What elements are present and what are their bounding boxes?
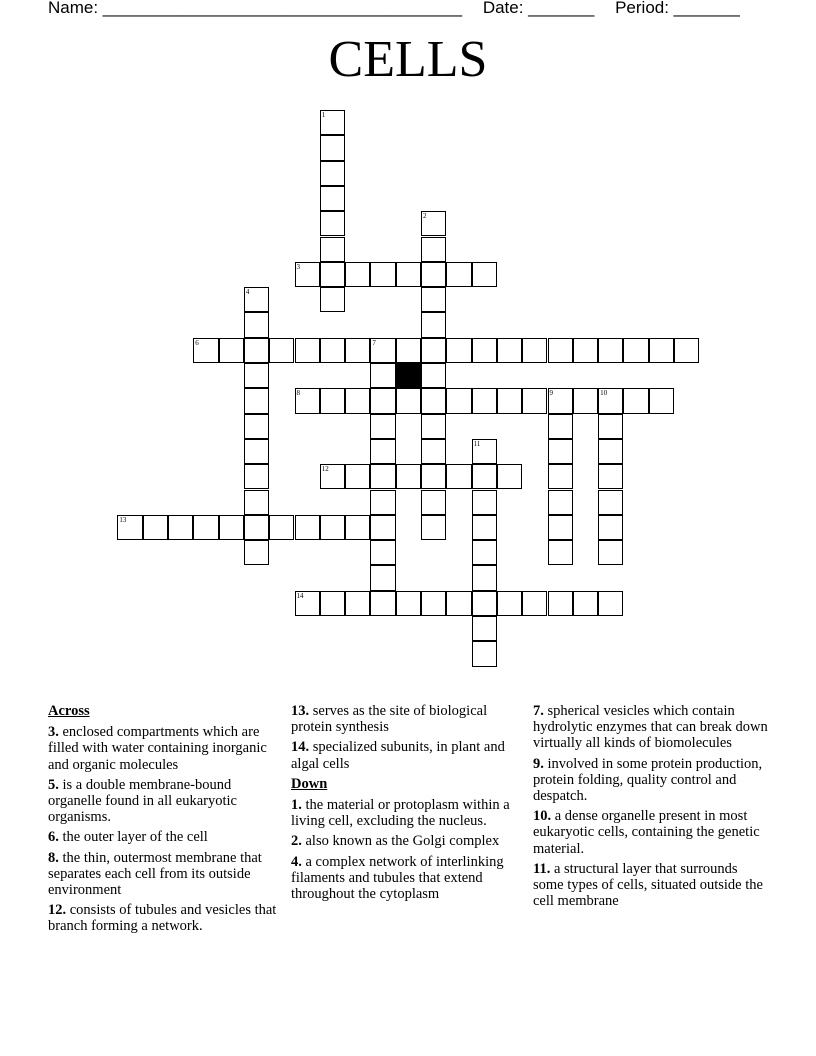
grid-cell[interactable] <box>598 515 623 540</box>
grid-cell[interactable] <box>320 135 345 160</box>
grid-cell[interactable] <box>598 388 623 413</box>
grid-cell[interactable] <box>421 237 446 262</box>
clue-number: 1. <box>291 797 302 814</box>
grid-cell[interactable] <box>598 490 623 515</box>
grid-cell[interactable] <box>548 540 573 565</box>
grid-cell[interactable] <box>649 338 674 363</box>
clues-column-3 <box>533 703 769 913</box>
grid-cell[interactable] <box>472 565 497 590</box>
grid-cell[interactable] <box>244 363 269 388</box>
date-field[interactable]: Date: _______ <box>482 0 595 17</box>
grid-cell[interactable] <box>446 388 471 413</box>
grid-cell[interactable] <box>244 388 269 413</box>
grid-cell[interactable] <box>396 464 421 489</box>
clue-number: 5. <box>48 776 59 793</box>
clue-number: 8. <box>48 849 59 866</box>
grid-cell[interactable] <box>193 515 218 540</box>
clue-across-8 <box>48 850 280 899</box>
grid-cell[interactable] <box>269 338 294 363</box>
grid-cell[interactable] <box>472 490 497 515</box>
grid-cell[interactable] <box>446 591 471 616</box>
clue-number: 13. <box>291 703 310 719</box>
grid-cell[interactable] <box>370 338 395 363</box>
grid-cell[interactable] <box>244 287 269 312</box>
grid-cell[interactable] <box>497 388 522 413</box>
puzzle-title: CELLS <box>328 31 488 88</box>
grid-cell[interactable] <box>143 515 168 540</box>
grid-cell[interactable] <box>548 414 573 439</box>
clue-text: involved in some protein production, protein folding, quality control and despatch. <box>533 755 763 805</box>
grid-cell[interactable] <box>244 515 269 540</box>
clue-number-label: 9 <box>549 389 553 398</box>
grid-cell[interactable] <box>193 338 218 363</box>
clue-number: 7. <box>533 703 544 719</box>
grid-cell[interactable] <box>548 388 573 413</box>
clue-number-label: 10 <box>600 389 608 398</box>
clue-down-11 <box>533 861 769 910</box>
clue-number-label: 1 <box>321 111 326 119</box>
grid-cell[interactable] <box>117 515 142 540</box>
period-field[interactable]: Period: _______ <box>615 0 740 17</box>
grid-cell[interactable] <box>269 515 294 540</box>
grid-cell[interactable] <box>168 515 193 540</box>
grid-cell[interactable] <box>649 388 674 413</box>
clue-text: specialized subunits, in plant and algal cells <box>291 739 505 772</box>
grid-cell[interactable] <box>421 439 446 464</box>
clue-text: the outer layer of the cell <box>58 829 208 846</box>
grid-cell[interactable] <box>548 439 573 464</box>
grid-cell[interactable] <box>598 338 623 363</box>
across-heading: Across <box>48 703 90 719</box>
clue-down-9 <box>533 756 769 805</box>
clue-text: enclosed compartments which are filled with water containing inorganic and organic molecules <box>48 724 267 773</box>
grid-cell[interactable] <box>370 565 395 590</box>
down-heading: Down <box>291 775 328 792</box>
grid-cell[interactable] <box>472 616 497 641</box>
grid-cell[interactable] <box>472 515 497 540</box>
grid-cell[interactable] <box>598 540 623 565</box>
grid-cell[interactable] <box>497 591 522 616</box>
grid-cell[interactable] <box>472 464 497 489</box>
grid-cell[interactable] <box>320 211 345 236</box>
grid-cell[interactable] <box>295 262 320 287</box>
grid-cell[interactable] <box>446 338 471 363</box>
clue-text: spherical vesicles which contain hydrolytic enzymes that can break down virtually all kinds of biomolecules <box>533 703 768 752</box>
grid-cell[interactable] <box>370 439 395 464</box>
name-field[interactable]: Name: ______________________________________ <box>48 0 463 17</box>
grid-cell[interactable] <box>295 388 320 413</box>
grid-cell[interactable] <box>472 641 497 666</box>
grid-cell[interactable] <box>472 338 497 363</box>
clue-number-label: 13 <box>119 515 127 524</box>
grid-cell[interactable] <box>598 591 623 616</box>
clue-text: the thin, outermost membrane that separates each cell from its outside environment <box>48 849 262 899</box>
grid-cell[interactable] <box>320 287 345 312</box>
grid-cell[interactable] <box>295 515 320 540</box>
grid-cell[interactable] <box>345 388 370 413</box>
clue-number-label: 2 <box>423 212 427 221</box>
grid-cell[interactable] <box>370 515 395 540</box>
grid-cell[interactable] <box>522 388 547 413</box>
grid-cell[interactable] <box>320 161 345 186</box>
grid-cell[interactable] <box>548 338 573 363</box>
clue-number: 12. <box>48 902 67 919</box>
grid-cell[interactable] <box>320 591 345 616</box>
grid-cell[interactable] <box>573 338 598 363</box>
grid-cell[interactable] <box>244 312 269 337</box>
grid-cell[interactable] <box>421 211 446 236</box>
grid-cell[interactable] <box>244 439 269 464</box>
clue-number: 9. <box>533 755 544 772</box>
grid-cell[interactable] <box>320 237 345 262</box>
grid-cell[interactable] <box>320 464 345 489</box>
grid-cell[interactable] <box>421 338 446 363</box>
grid-cell[interactable] <box>421 388 446 413</box>
grid-cell[interactable] <box>421 287 446 312</box>
grid-cell[interactable] <box>421 515 446 540</box>
clues-column-2 <box>291 703 523 906</box>
grid-cell[interactable] <box>320 388 345 413</box>
clue-number-label: 8 <box>296 389 300 398</box>
grid-cell[interactable] <box>345 591 370 616</box>
grid-cell[interactable] <box>370 388 395 413</box>
grid-cell[interactable] <box>421 312 446 337</box>
clue-number-label: 14 <box>296 591 304 600</box>
grid-cell[interactable] <box>345 464 370 489</box>
clue-number-label: 4 <box>245 288 250 297</box>
grid-cell[interactable] <box>472 591 497 616</box>
grid-cell[interactable] <box>370 363 395 388</box>
grid-cell[interactable] <box>370 540 395 565</box>
grid-cell[interactable] <box>244 464 269 489</box>
clue-text: serves as the site of biological protein synthesis <box>291 703 488 736</box>
grid-cell[interactable] <box>598 464 623 489</box>
clue-number: 2. <box>291 833 302 850</box>
grid-cell[interactable] <box>522 591 547 616</box>
grid-cell[interactable] <box>446 262 471 287</box>
grid-cell[interactable] <box>598 439 623 464</box>
clue-down-4 <box>291 854 523 903</box>
grid-cell[interactable] <box>623 388 648 413</box>
clue-across-14 <box>291 739 523 771</box>
grid-cell[interactable] <box>548 515 573 540</box>
grid-cell[interactable] <box>472 262 497 287</box>
grid-cell[interactable] <box>421 591 446 616</box>
clue-number-label: 3 <box>296 262 300 271</box>
clue-down-1 <box>291 797 523 829</box>
grid-cell[interactable] <box>396 591 421 616</box>
grid-cell[interactable] <box>370 490 395 515</box>
grid-cell[interactable] <box>370 591 395 616</box>
clue-text: also known as the Golgi complex <box>301 833 500 850</box>
grid-cell[interactable] <box>320 110 345 135</box>
grid-cell[interactable] <box>598 414 623 439</box>
grid-cell[interactable] <box>421 414 446 439</box>
grid-cell[interactable] <box>345 338 370 363</box>
clue-number: 11. <box>533 860 551 877</box>
grid-cell[interactable] <box>320 262 345 287</box>
grid-cell[interactable] <box>472 388 497 413</box>
grid-cell[interactable] <box>295 338 320 363</box>
grid-cell[interactable] <box>573 388 598 413</box>
grid-cell[interactable] <box>548 464 573 489</box>
grid-cell[interactable] <box>421 262 446 287</box>
grid-cell[interactable] <box>320 186 345 211</box>
clue-across-3 <box>48 724 280 773</box>
clue-number: 10. <box>533 808 552 825</box>
grid-cell[interactable] <box>320 515 345 540</box>
grid-cell[interactable] <box>472 439 497 464</box>
clue-text: is a double membrane-bound organelle found in all eukaryotic organisms. <box>48 776 237 826</box>
clue-text: a structural layer that surrounds some types of cells, situated outside the cell membrane <box>533 860 763 910</box>
grid-cell[interactable] <box>244 490 269 515</box>
clue-down-7 <box>533 703 769 752</box>
grid-cell[interactable] <box>573 591 598 616</box>
grid-cell[interactable] <box>421 490 446 515</box>
grid-cell[interactable] <box>320 338 345 363</box>
grid-cell[interactable] <box>219 515 244 540</box>
grid-cell[interactable] <box>370 262 395 287</box>
clue-down-10 <box>533 808 769 857</box>
grid-cell[interactable] <box>522 338 547 363</box>
clue-number: 3. <box>48 724 59 741</box>
grid-cell[interactable] <box>295 591 320 616</box>
clue-across-12 <box>48 902 280 934</box>
grid-cell[interactable] <box>472 540 497 565</box>
clue-text: a dense organelle present in most eukaryotic cells, containing the genetic material. <box>533 808 760 857</box>
clue-across-13 <box>291 703 523 735</box>
grid-cell[interactable] <box>244 414 269 439</box>
clue-number: 14. <box>291 739 310 756</box>
clue-number-label: 6 <box>195 338 199 347</box>
grid-cell[interactable] <box>345 262 370 287</box>
clue-across-6 <box>48 829 280 845</box>
grid-cell[interactable] <box>548 591 573 616</box>
grid-cell[interactable] <box>396 262 421 287</box>
grid-cell[interactable] <box>345 515 370 540</box>
grid-cell[interactable] <box>674 338 699 363</box>
clue-text: the material or protoplasm within a living cell, excluding the nucleus. <box>291 797 510 830</box>
grid-cell[interactable] <box>244 338 269 363</box>
clues-column-1 <box>48 703 280 939</box>
grid-cell[interactable] <box>370 464 395 489</box>
grid-cell[interactable] <box>370 414 395 439</box>
grid-cell[interactable] <box>421 363 446 388</box>
grid-cell[interactable] <box>396 388 421 413</box>
grid-block <box>396 363 421 388</box>
clue-across-5 <box>48 777 280 826</box>
grid-cell[interactable] <box>219 338 244 363</box>
clue-number-label: 11 <box>473 439 481 448</box>
grid-cell[interactable] <box>421 464 446 489</box>
grid-cell[interactable] <box>548 490 573 515</box>
grid-cell[interactable] <box>497 338 522 363</box>
clue-down-2 <box>291 833 523 849</box>
grid-cell[interactable] <box>446 464 471 489</box>
grid-cell[interactable] <box>497 464 522 489</box>
clue-text: consists of tubules and vesicles that branch forming a network. <box>48 902 277 935</box>
clue-number-label: 7 <box>372 338 376 347</box>
clue-number-label: 12 <box>321 465 329 474</box>
clue-number: 6. <box>48 829 59 846</box>
clue-number: 4. <box>291 853 302 870</box>
grid-cell[interactable] <box>396 338 421 363</box>
grid-cell[interactable] <box>623 338 648 363</box>
grid-cell[interactable] <box>244 540 269 565</box>
clue-text: a complex network of interlinking filaments and tubules that extend throughout the cytoplasm <box>291 853 504 903</box>
